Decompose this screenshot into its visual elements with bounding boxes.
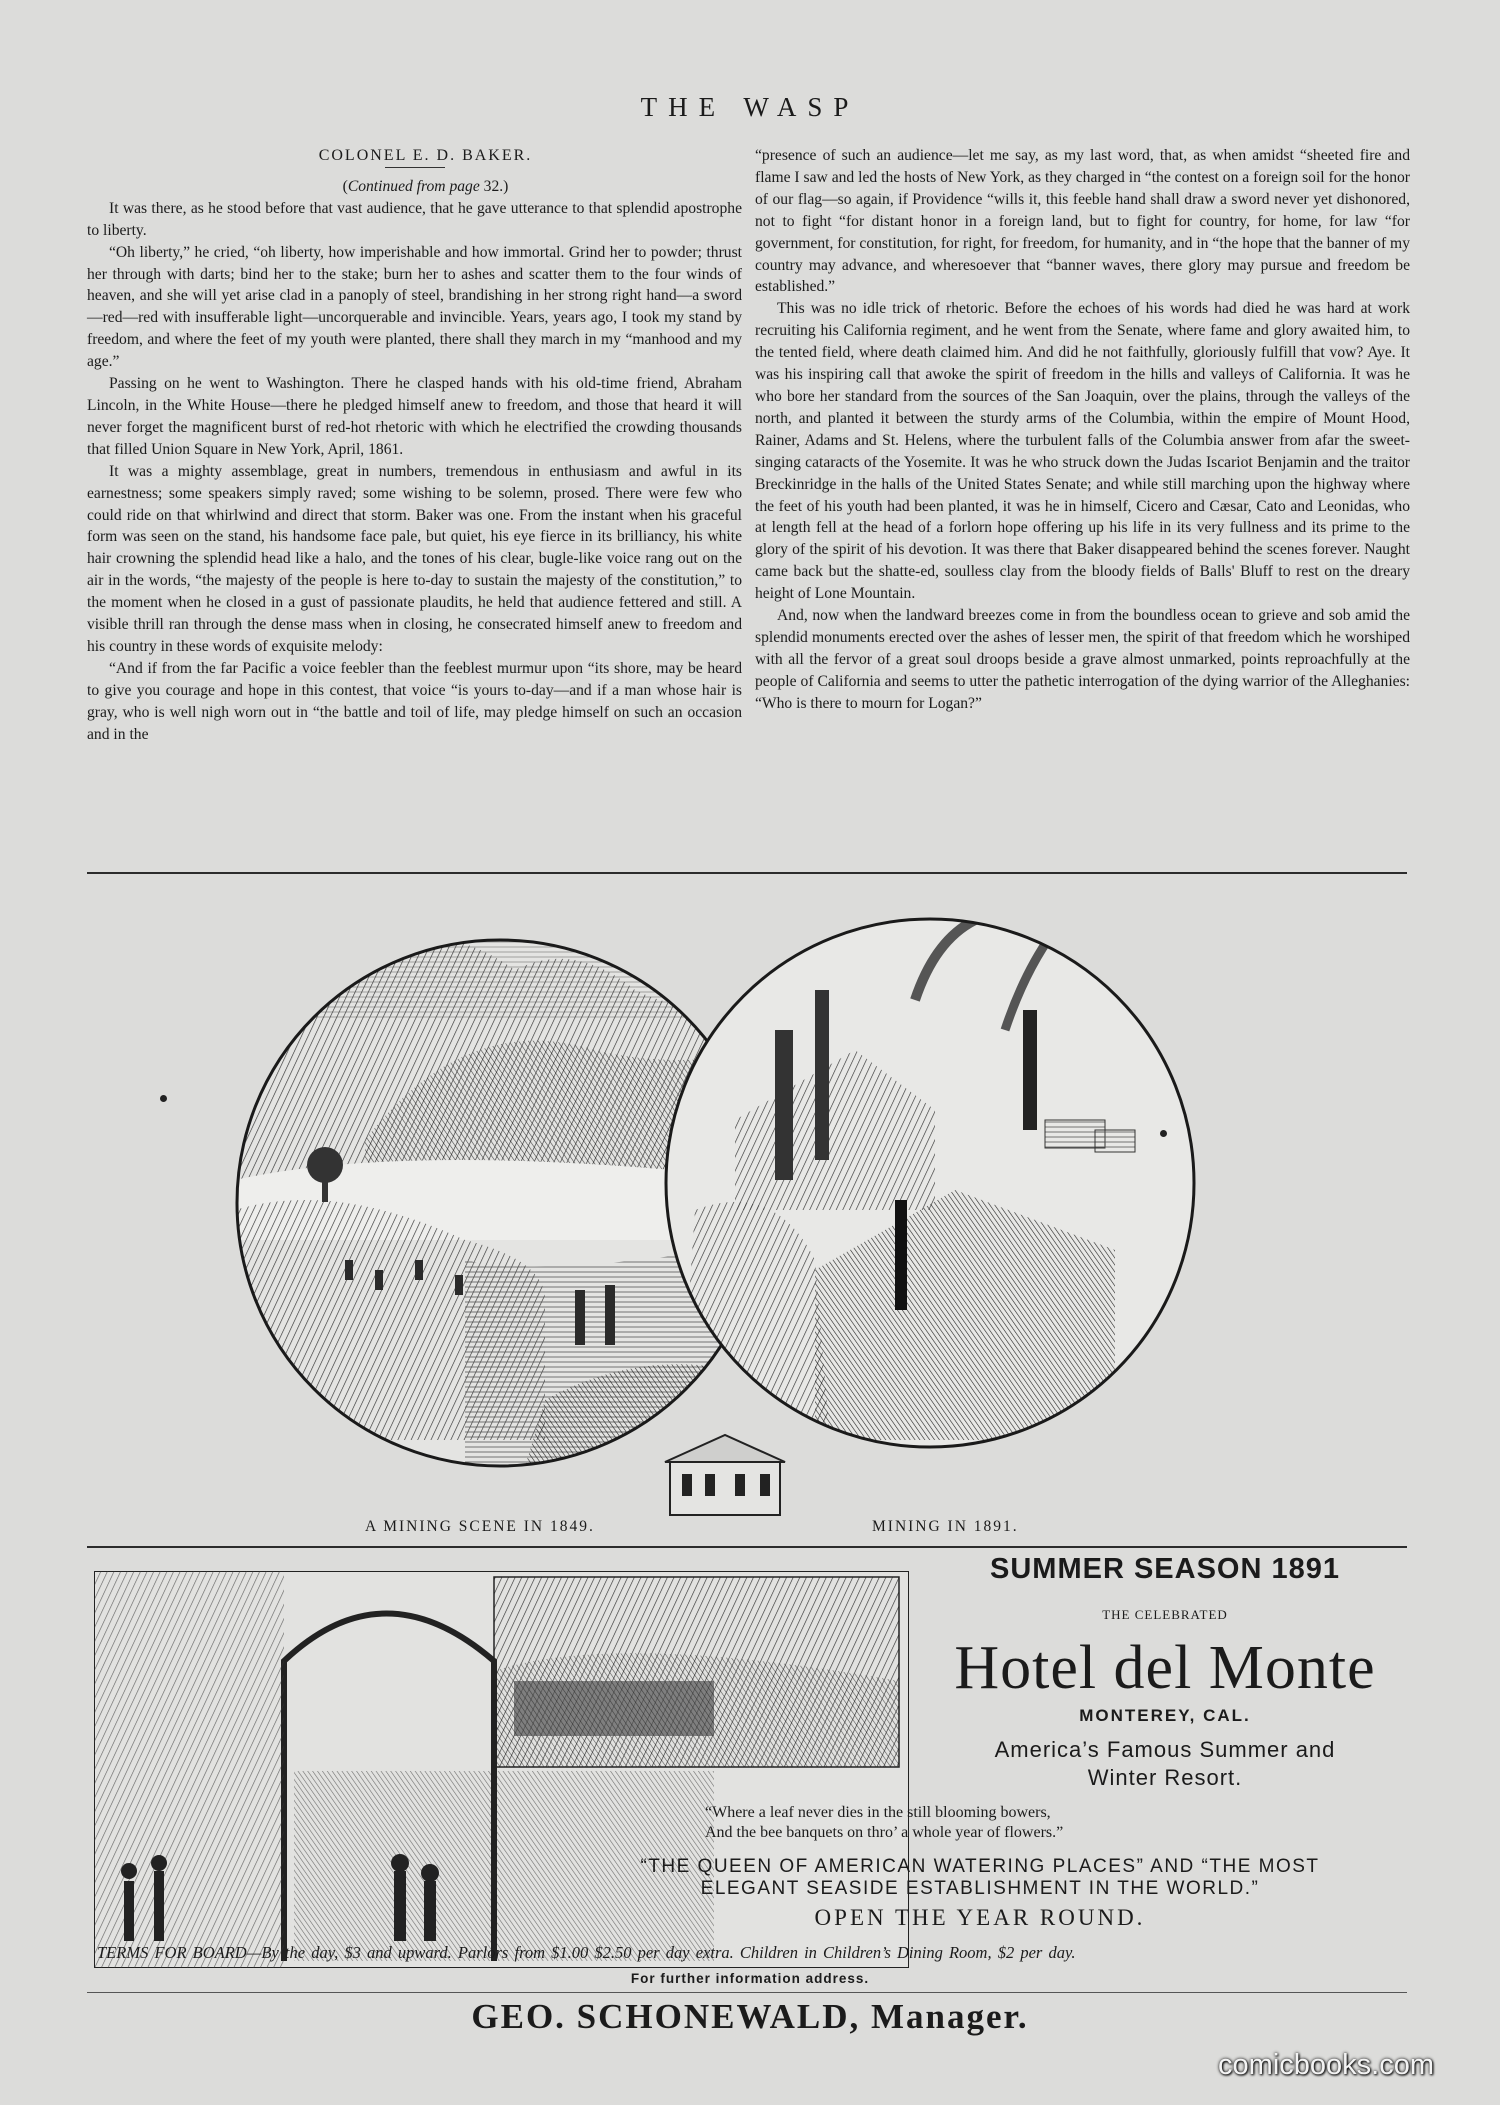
ad-terms: TERMS FOR BOARD—By the day, $3 and upward. Parlors from $1.00 $2.50 per day extra. Children in Children’s Dining Room, $2 per day. [97,1943,1076,1962]
mining-1891-engraving [615,880,1215,1540]
print-speck [1160,1130,1167,1137]
ad-verse-line-1: “Where a leaf never dies in the still blooming bowers, [705,1804,1051,1821]
ad-verse [705,1803,1063,1843]
ad-slogan-line-1: “THE QUEEN OF AMERICAN WATERING PLACES” AND “THE MOST [640,1856,1320,1877]
continued-page: 32.) [479,177,509,195]
title-divider [385,167,445,168]
watermark: comicbooks.com [1218,2049,1434,2081]
ad-season: SUMMER SEASON 1891 [990,1553,1340,1585]
ad-tagline [905,1736,1425,1792]
continued-note [87,176,742,198]
ad-manager: GEO. SCHONEWALD, Manager. [471,1997,1029,2036]
paragraph: This was no idle trick of rhetoric. Before the echoes of his words had died he was hard at work recruiting his California regiment, and he went from the Senate, where fame and glory awaited him, to the tented field, where death claimed him. And did he not faithfully, gloriously fulfill that vow? Aye. It was his inspiring call that awoke the spirit of freedom in the hills and valleys of California. It was he who bore her standard from the sources of the San Joaquin, over the plains, through the valleys of the north, and planted it between the sturdy arms of the Columbia, within the empire of Mount Hood, Rainer, Adams and St. Helens, where the turbulent falls of the Columbia answer from afar the sweet-singing cataracts of the Yosemite. It was he who struck down the Judas Iscariot Benjamin and the traitor Breckinridge in the halls of the United States Senate; and while still marching upon the highway where the feet of his youth had been planted, it was he in himself, Cicero and Cæsar, Cato and Leonidas, who at length fell at the head of a forlorn hope offering up his life in its very fullness and its prime to the glory of the spirit of his devotion. It was there that Baker disappeared behind the scenes forever. Naught came back but the shatte-ed, soulless clay from the bloody fields of Balls' Bluff to rest on the dreary height of Lone Mountain. [755,300,1410,603]
ad-further-info: For further information address. [630,1971,870,1986]
section-divider [87,872,1407,874]
continued-paren: ( [342,177,348,195]
caption-1849: A MINING SCENE IN 1849. [365,1518,595,1535]
ad-tagline-line-1: America’s Famous Summer and [994,1737,1336,1762]
ad-slogan-line-2: ELEGANT SEASIDE ESTABLISHMENT IN THE WORLD.” [700,1878,1260,1899]
ad-divider [87,1546,1407,1548]
caption-1891: MINING IN 1891. [872,1518,1019,1535]
article-left-column [87,145,742,745]
paragraph: “And if from the far Pacific a voice feebler than the feeblest murmur upon “its shore, may be heard to give you courage and hope in this contest, that voice “is yours to-day—and if a man whose hair is gray, who is well nigh worn out in “the battle and toil of life, may pledge himself on such an occasion and in the [87,659,742,743]
paragraph: Passing on he went to Washington. There he clasped hands with his old-time friend, Abraham Lincoln, in the White House—there he pledged himself anew to freedom, and those that heard it will never forget the magnificent burst of red-hot rhetoric with which he electrified the crowding thousands that filled Union Square in New York, April, 1861. [87,375,742,458]
article-title: COLONEL E. D. BAKER. [318,147,533,164]
mining-illustration [215,880,1215,1540]
ad-verse-line-2: And the bee banquets on thro’ a whole year of flowers.” [705,1824,1064,1841]
building-vignette [665,1435,785,1515]
paragraph: And, now when the landward breezes come in from the boundless ocean to grieve and sob amid the splendid monuments erected over the ashes of lesser men, the spirit of that freedom which he worshiped with all the fervor of a great soul droops beside a grave almost unmarked, points reproachfully at the people of California and seems to utter the pathetic interrogation of the dying warrior of the Alleghanies: “Who is there to mourn for Logan?” [755,607,1410,712]
continued-italic: Continued from page [347,177,480,195]
ad-tagline-line-2: Winter Resort. [1087,1765,1243,1790]
manager-divider [87,1992,1407,1993]
paragraph: “presence of such an audience—let me say, as my last word, that, as when amidst “sheeted fire and flame I saw and led the hosts of New York, as they charged in “the contest on a foreign soil for the honor of our flag—so again, if Providence “wills it, this feeble hand shall draw a sword never yet dishonored, not to fight “for distant honor in a foreign land, but to fight for country, for home, for law “for government, for constitution, for right, for freedom, for humanity, and in “the hope that the banner of my country may advance, and wheresoever that “banner waves, there glory may pursue and freedom be established.” [755,147,1410,296]
ad-hotel-name: Hotel del Monte [954,1634,1376,1702]
print-speck [160,1095,167,1102]
ad-open-year-round: OPEN THE YEAR ROUND. [814,1905,1146,1930]
ad-celebrated: THE CELEBRATED [1102,1607,1228,1622]
ad-location: MONTEREY, CAL. [1079,1706,1251,1725]
article-right-column [755,145,1410,715]
ad-slogan [540,1856,1420,1900]
masthead: THE WASP [640,92,860,122]
paragraph: “Oh liberty,” he cried, “oh liberty, how imperishable and how immortal. Grind her to powder; thrust her through with darts; bind her to the stake; burn her to ashes and scatter them to the four winds of heaven, and she will yet arise clad in a panoply of steel, brandishing in her strong right hand—a sword—red—red with insufferable light—uncorquerable and invincible. Years, years ago, I took my stand by freedom, and where the feet of my youth were planted, there shall they march in my “manhood and my age.” [87,243,742,371]
paragraph: It was a mighty assemblage, great in numbers, tremendous in enthusiasm and awful in its earnestness; some speakers simply raved; some wishing to be solemn, prosed. There were few who could ride on that whirlwind and direct that storm. Baker was one. From the instant when his graceful form was seen on the stand, his handsome face pale, but quiet, his eye fierce in its brilliancy, his white hair crowning the splendid head like a halo, and the tones of his clear, bugle-like voice rang out on the air in the words, “the majesty of the people is here to-day to sustain the majesty of the constitution,” to the moment when he closed in a gust of passionate plaudits, he held that audience fettered and still. A visible thrill ran through the dense mass when in closing, he consecrated himself anew to freedom and his country in these words of exquisite melody: [87,462,742,655]
paragraph: It was there, as he stood before that vast audience, that he gave utterance to that splendid apostrophe to liberty. [87,199,742,239]
